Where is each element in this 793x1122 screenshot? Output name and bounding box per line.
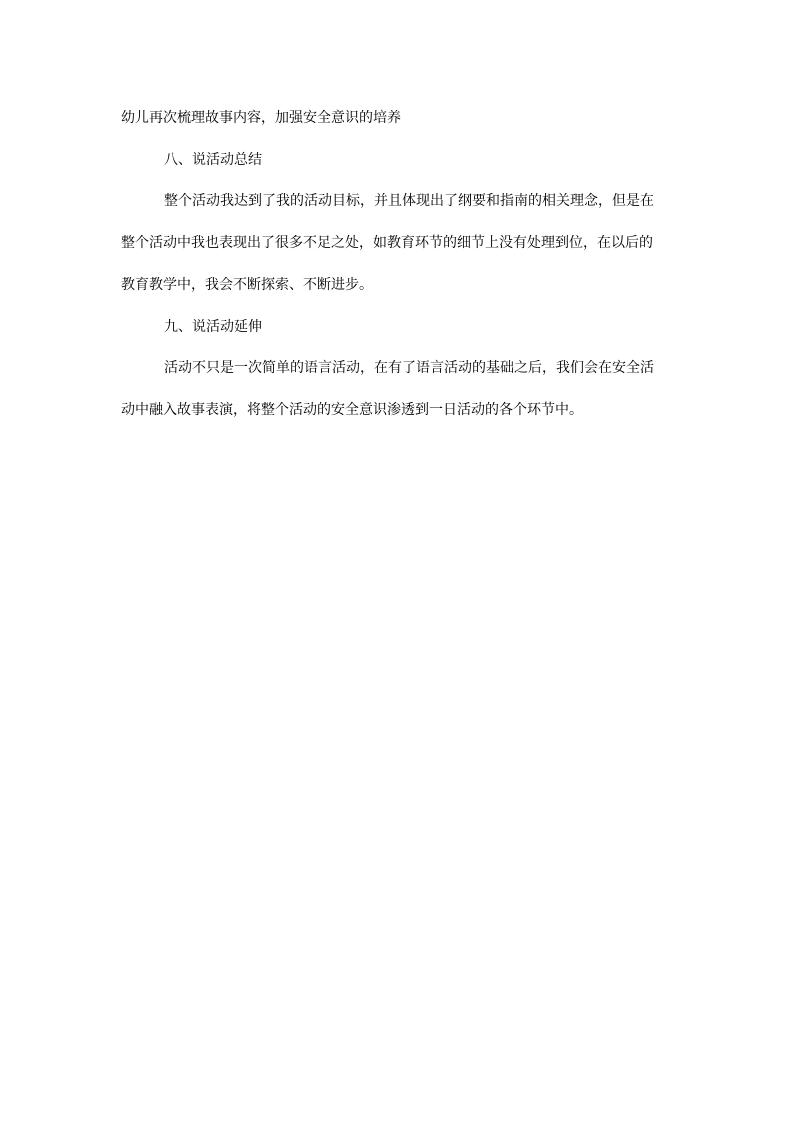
section-8-line-3: 教育教学中，我会不断探索、不断进步。 [121,277,373,293]
section-8-line-1: 整个活动我达到了我的活动目标，并且体现出了纲要和指南的相关理念，但是在 [164,193,654,209]
section-8-heading: 八、说活动总结 [164,152,262,168]
continuation-text: 幼儿再次梳理故事内容，加强安全意识的培养 [121,110,401,126]
section-9-line-1: 活动不只是一次简单的语言活动，在有了语言活动的基础之后，我们会在安全活 [164,360,654,376]
section-9-heading: 九、说活动延伸 [164,319,262,335]
section-9-line-2: 动中融入故事表演，将整个活动的安全意识渗透到一日活动的各个环节中。 [121,402,583,418]
section-8-line-2: 整个活动中我也表现出了很多不足之处，如教育环节的细节上没有处理到位，在以后的 [121,235,653,251]
